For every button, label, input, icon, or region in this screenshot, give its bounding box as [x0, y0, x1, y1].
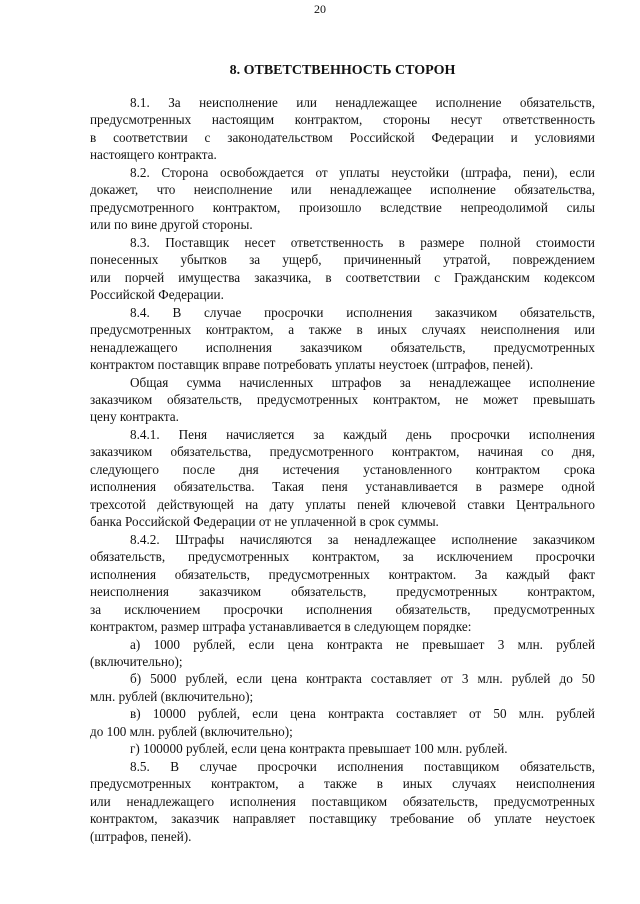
text-line: исполнения обязательств, предусмотренных контрактом. За каждый факт — [90, 566, 595, 582]
text-line: в соответствии с законодательством Российской Федерации и условиями — [90, 129, 595, 145]
text-line: контрактом, заказчик направляет поставщику требование об уплате неустоек — [90, 811, 595, 827]
text-line: заказчиком обязательства, предусмотренного контрактом, начиная со дня, — [90, 444, 595, 460]
text-line: следующего после дня истечения установленного контрактом срока — [90, 461, 595, 477]
text-line: контрактом, размер штрафа устанавливается в следующем порядке: — [90, 619, 472, 635]
text-line: трехсотой действующей на дату уплаты пеней ключевой ставки Центрального — [90, 496, 595, 512]
text-line: (включительно); — [90, 654, 183, 669]
text-line: или ненадлежащего исполнения поставщиком обязательств, предусмотренных — [90, 793, 595, 809]
text-line: г) 100000 рублей, если цена контракта превышает 100 млн. рублей. — [130, 741, 508, 757]
text-line: цену контракта. — [90, 409, 179, 425]
text-line: 8.4.2. Штрафы начисляются за ненадлежащее исполнение заказчиком — [130, 531, 595, 547]
text-line: 8.4. В случае просрочки исполнения заказчиком обязательств, — [130, 304, 595, 320]
document-body — [90, 94, 595, 845]
text-line: заказчиком обязательств, предусмотренных контрактом, не может превышать — [90, 391, 595, 407]
text-line: 8.2. Сторона освобождается от уплаты неустойки (штрафа, пени), если — [130, 164, 595, 180]
text-line: Общая сумма начисленных штрафов за ненадлежащее исполнение — [130, 374, 595, 390]
text-line: Российской Федерации. — [90, 287, 224, 303]
text-line: предусмотренных контрактом, а также в иных случаях неисполнения — [90, 776, 595, 792]
text-line: обязательств, предусмотренных контрактом, за исключением просрочки — [90, 549, 595, 565]
text-line: или по вине другой стороны. — [90, 217, 253, 233]
text-line: понесенных убытков за ущерб, причиненный утратой, повреждением — [90, 252, 595, 268]
text-line: а) 1000 рублей, если цена контракта не превышает 3 млн. рублей — [130, 636, 595, 652]
text-line: б) 5000 рублей, если цена контракта составляет от 3 млн. рублей до 50 — [130, 671, 595, 687]
text-line: млн. рублей (включительно); — [90, 688, 254, 704]
text-line: в) 10000 рублей, если цена контракта составляет от 50 млн. рублей — [130, 706, 595, 722]
text-line: докажет, что неисполнение или ненадлежащее исполнение обязательства, — [90, 182, 595, 198]
text-line: настоящего контракта. — [90, 147, 217, 163]
text-line: предусмотренных настоящим контрактом, стороны несут ответственность — [90, 112, 595, 128]
text-line: (штрафов, пеней). — [90, 828, 192, 844]
text-line: за исключением просрочки исполнения обязательств, предусмотренных — [90, 601, 595, 617]
text-line: ненадлежащего исполнения заказчиком обязательств, предусмотренных — [90, 339, 595, 355]
text-line: до 100 млн. рублей (включительно); — [90, 723, 293, 739]
text-line: неисполнения заказчиком обязательств, предусмотренных контрактом, — [90, 584, 595, 600]
text-line: контрактом поставщик вправе потребовать уплаты неустоек (штрафов, пеней). — [90, 357, 534, 373]
section-heading: 8. ОТВЕТСТВЕННОСТЬ СТОРОН — [229, 63, 456, 78]
text-line: 8.4.1. Пеня начисляется за каждый день просрочки исполнения — [130, 426, 595, 442]
text-line: банка Российской Федерации от не уплаченной в срок суммы. — [90, 514, 439, 530]
page-number: 20 — [314, 2, 326, 16]
text-line: исполнения обязательства. Такая пеня устанавливается в размере одной — [90, 479, 595, 495]
text-line: или порчей имущества заказчика, в соответствии с Гражданским кодексом — [90, 269, 595, 285]
text-line: 8.5. В случае просрочки исполнения поставщиком обязательств, — [130, 758, 595, 774]
text-line: предусмотренных контрактом, а также в иных случаях неисполнения или — [90, 322, 595, 338]
text-line: предусмотренного контрактом, произошло вследствие непреодолимой силы — [90, 199, 595, 215]
text-line: 8.3. Поставщик несет ответственность в размере полной стоимости — [130, 234, 595, 250]
text-line: 8.1. За неисполнение или ненадлежащее исполнение обязательств, — [130, 95, 595, 110]
